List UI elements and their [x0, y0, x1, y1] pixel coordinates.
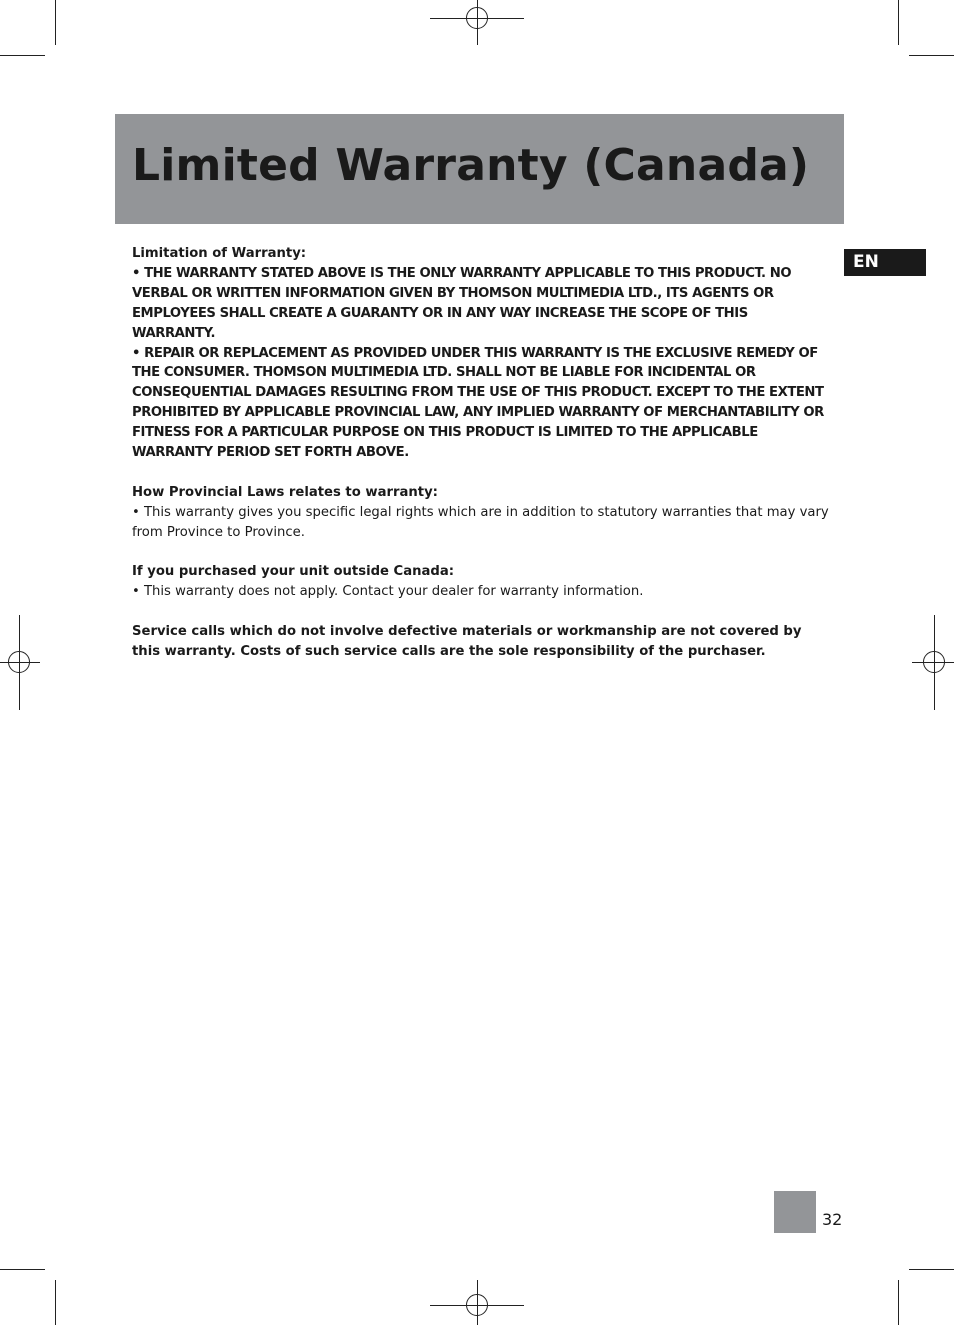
service-notice: Service calls which do not involve defective materials or workmanship are not covered by this warranty. Costs of such service calls are the sole responsibility of the purchaser. [132, 624, 802, 660]
language-tab-label: EN [853, 252, 879, 272]
crop-mark-top-left-v [55, 0, 56, 45]
crop-mark-top-left-h [0, 55, 45, 56]
crop-mark-bottom-right-v [898, 1280, 899, 1325]
provincial-bullet-1: • This warranty gives you specific legal rights which are in addition to statutory warranties that may vary from Province to Province. [132, 504, 829, 540]
title-band [115, 114, 844, 224]
crop-mark-bottom-right-h [909, 1269, 954, 1270]
page-number-box [774, 1191, 816, 1233]
page-title: Limited Warranty (Canada) [132, 140, 810, 191]
outside-heading: If you purchased your unit outside Canada: [132, 564, 455, 580]
crop-mark-top-right-h [909, 55, 954, 56]
limitation-bullet-1: • THE WARRANTY STATED ABOVE IS THE ONLY WARRANTY APPLICABLE TO THIS PRODUCT. NO VERBAL OR WRITTEN INFORMATION GIVEN BY THOMSON MULTIMEDIA LTD., ITS AGENTS OR EMPLOYEES SHALL CREATE A GUARANTY OR IN ANY WAY INCREASE THE SCOPE OF THIS WARRANTY. [132, 265, 792, 341]
limitation-bullet-2: • REPAIR OR REPLACEMENT AS PROVIDED UNDER THIS WARRANTY IS THE EXCLUSIVE REMEDY OF THE CONSUMER. THOMSON MULTIMEDIA LTD. SHALL NOT BE LIABLE FOR INCIDENTAL OR CONSEQUENTIAL DAMAGES RESULTING FROM THE USE OF THIS PRODUCT. EXCEPT TO THE EXTENT PROHIBITED BY APPLICABLE PROVINCIAL LAW, ANY IMPLIED WARRANTY OF MERCHANTABILITY OR FITNESS FOR A PARTICULAR PURPOSE ON THIS PRODUCT IS LIMITED TO THE APPLICABLE WARRANTY PERIOD SET FORTH ABOVE. [132, 345, 824, 461]
spacer [132, 543, 832, 563]
limitation-heading: Limitation of Warranty: [132, 246, 307, 261]
outside-bullet-1: • This warranty does not apply. Contact your dealer for warranty information. [132, 584, 644, 600]
crop-mark-bottom-left-v [55, 1280, 56, 1325]
provincial-heading: How Provincial Laws relates to warranty: [132, 484, 438, 500]
language-tab [844, 249, 926, 276]
page-number: 32 [822, 1210, 843, 1229]
crop-mark-bottom-left-h [0, 1269, 45, 1270]
warranty-content [132, 244, 832, 662]
spacer [132, 602, 832, 622]
crop-mark-top-right-v [898, 0, 899, 45]
spacer [132, 463, 832, 483]
